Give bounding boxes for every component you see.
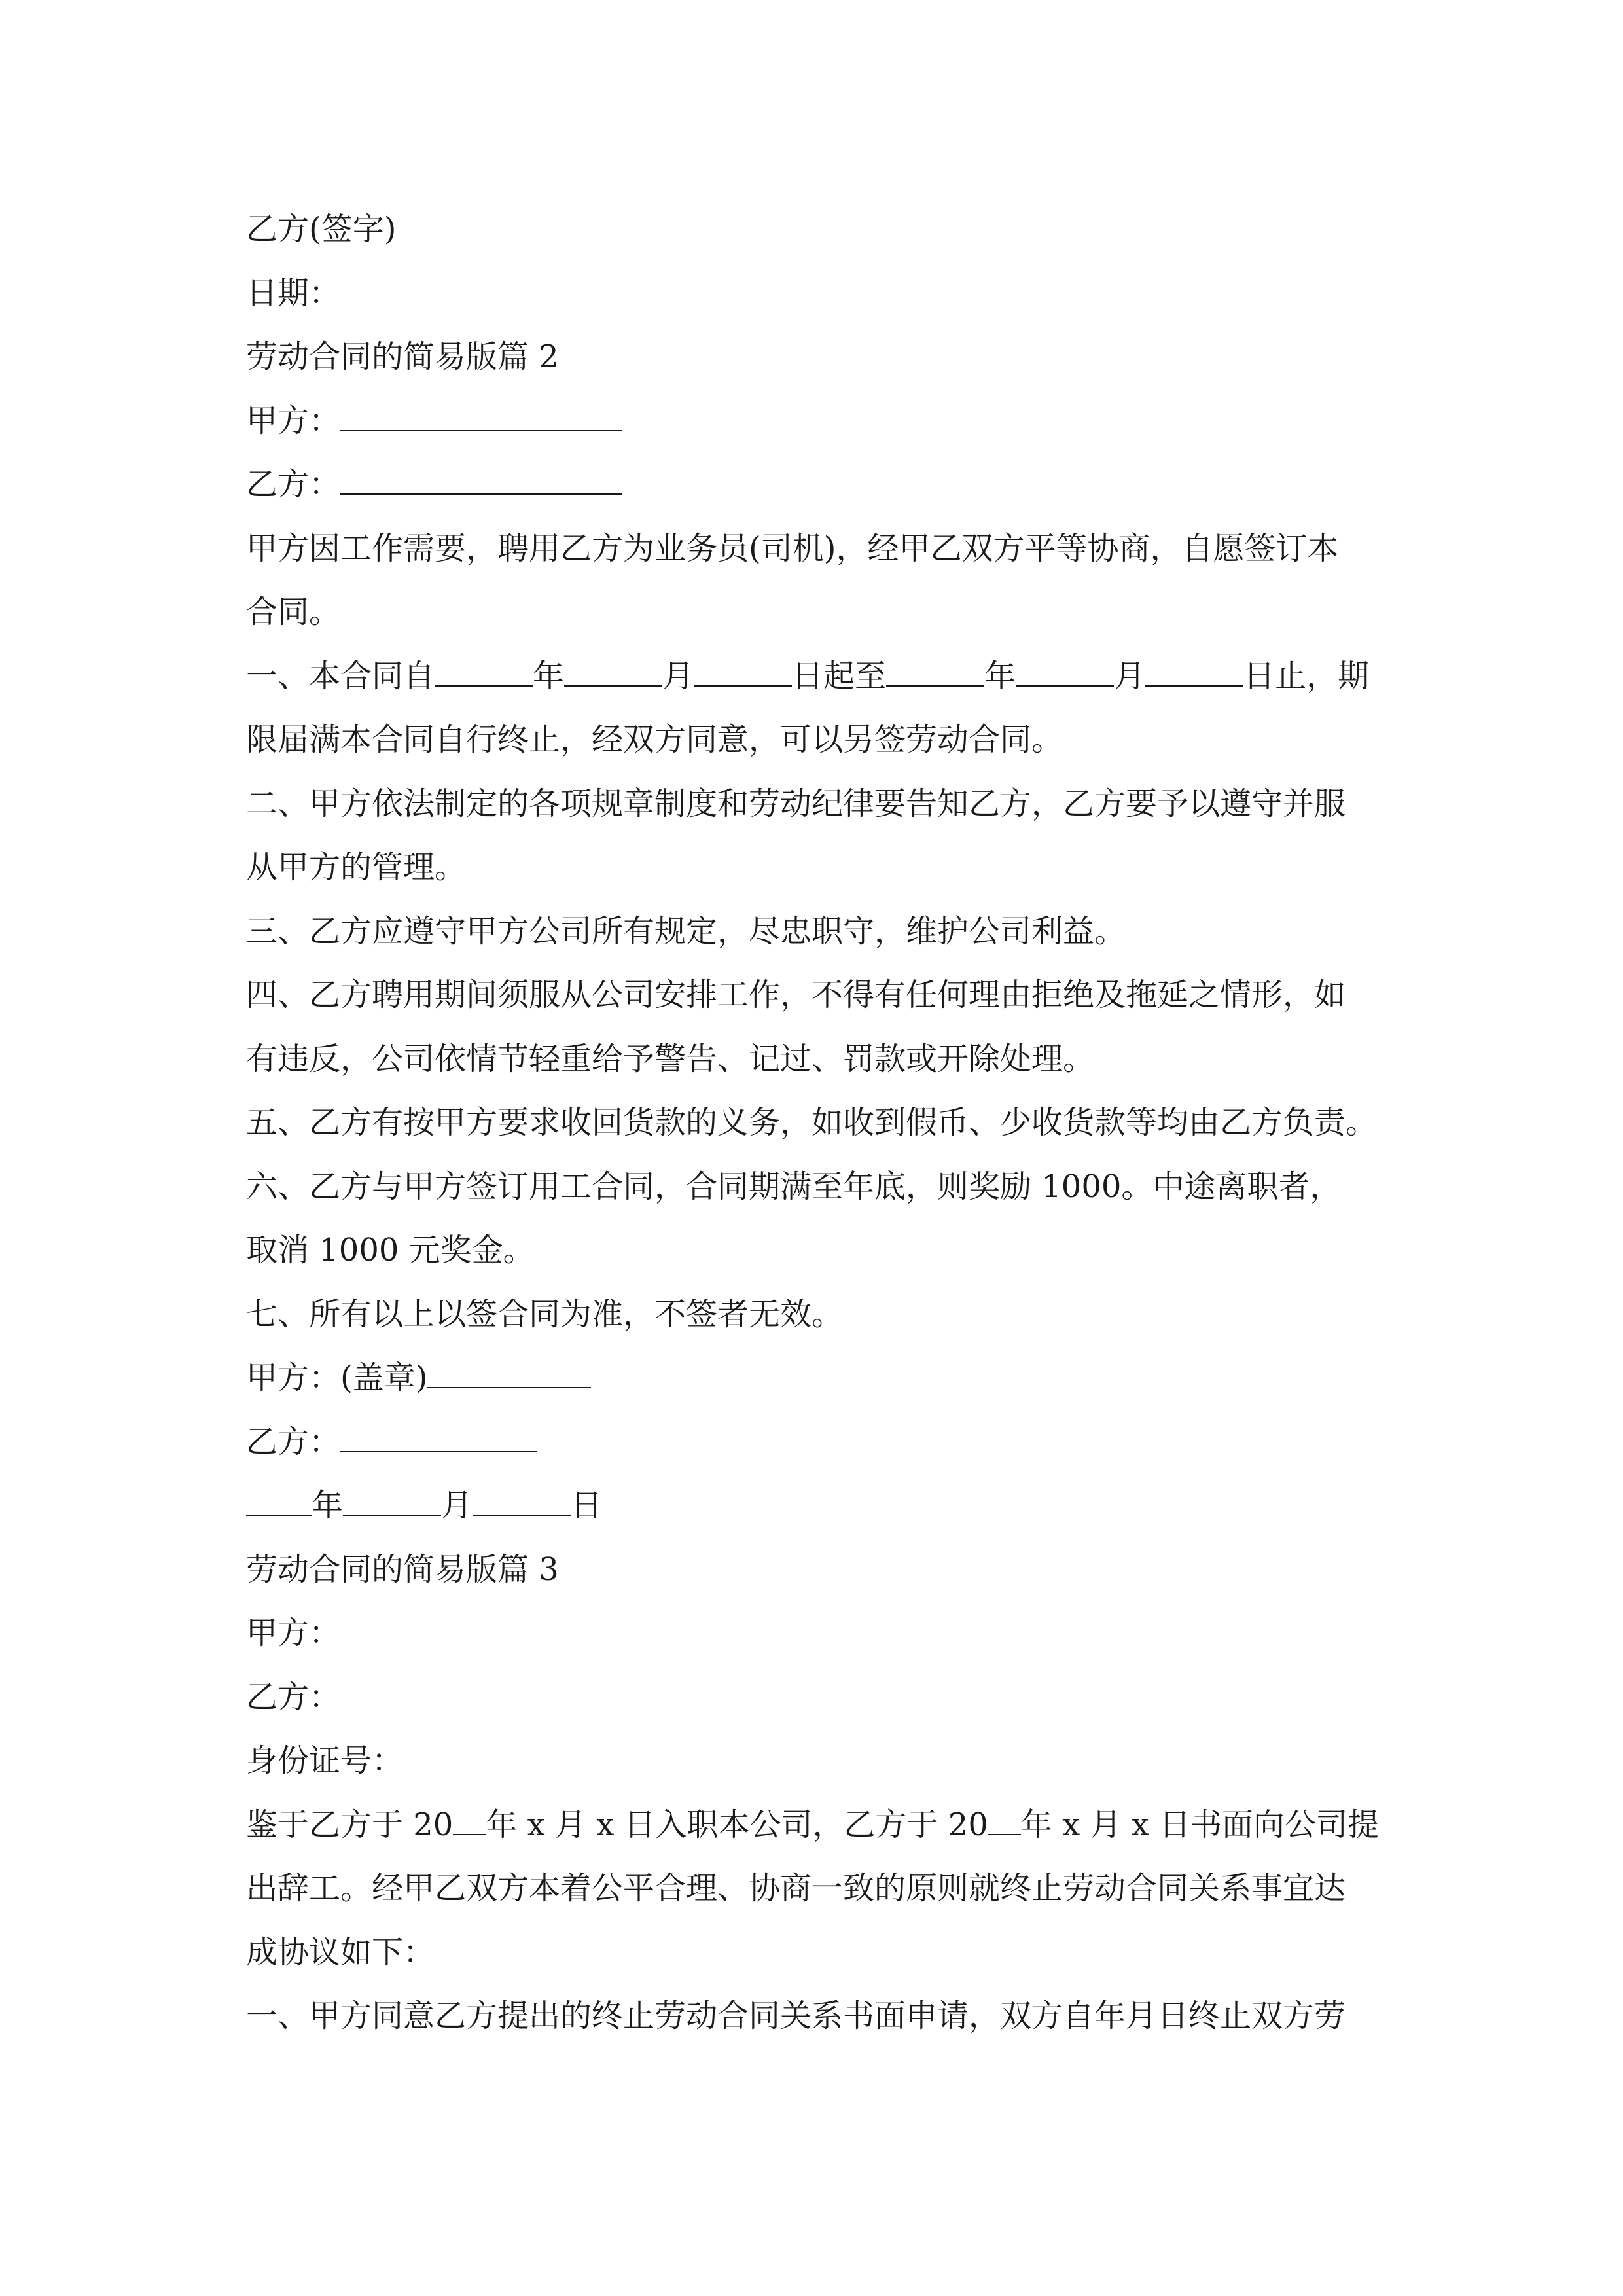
text-line: 四、乙方聘用期间须服从公司安排工作，不得有任何理由拒绝及拖延之情形，如 [246, 977, 1346, 1013]
section-heading: 劳动合同的简易版篇 3 [246, 1551, 559, 1588]
text-segment: 一、本合同自 [246, 657, 435, 694]
blank-field [340, 1413, 537, 1452]
blank-field [988, 1796, 1021, 1835]
blank-field [343, 1477, 441, 1516]
blank-field [427, 1349, 591, 1388]
text-line: 成协议如下： [246, 1933, 435, 1971]
text-line: 三、乙方应遵守甲方公司所有规定，尽忠职守，维护公司利益。 [246, 912, 1126, 950]
document-body [246, 198, 1378, 2049]
blank-field [564, 647, 662, 687]
blank-field [340, 392, 622, 431]
text-line: 甲方： [246, 1615, 341, 1651]
text-segment: 月 [662, 657, 694, 694]
text-segment: 日起至 [792, 657, 887, 694]
blank-field [340, 456, 622, 495]
text-line: 合同。 [246, 594, 341, 630]
blank-field [435, 647, 533, 687]
blank-field [1145, 647, 1243, 687]
text-segment: 日止，期 [1243, 657, 1370, 694]
text-line: 一、甲方同意乙方提出的终止劳动合同关系书面申请，双方自年月日终止双方劳 [246, 1998, 1346, 2034]
party-a-seal-label: 甲方：(盖章) [246, 1359, 428, 1396]
blank-field [694, 647, 792, 687]
text-segment: 年 x 月 x 日入职本公司，乙方于 20 [486, 1806, 988, 1843]
text-line: 出辞工。经甲乙双方本着公平合理、协商一致的原则就终止劳动合同关系事宜达 [246, 1870, 1346, 1907]
text-segment: 年 [312, 1487, 344, 1524]
section-heading: 劳动合同的简易版篇 2 [246, 338, 559, 375]
term-line [246, 645, 1378, 709]
text-line: 乙方： [246, 1678, 341, 1715]
party-a-seal-line [246, 1346, 1378, 1410]
text-line: 身份证号： [246, 1742, 404, 1779]
resignation-line [246, 1793, 1378, 1857]
text-line: 六、乙方与甲方签订用工合同，合同期满至年底，则奖励 1000。中途离职者， [246, 1168, 1342, 1205]
text-segment: 年 [533, 657, 565, 694]
text-line: 甲方因工作需要，聘用乙方为业务员(司机)，经甲乙双方平等协商，自愿签订本 [246, 529, 1339, 567]
blank-field [453, 1796, 486, 1835]
text-segment: 日 [571, 1487, 603, 1524]
blank-field [886, 647, 984, 687]
text-line: 七、所有以上以签合同为准，不签者无效。 [246, 1295, 844, 1333]
blank-field [1016, 647, 1114, 687]
date-line [246, 1474, 1378, 1538]
text-segment: 月 [441, 1487, 473, 1524]
text-segment: 月 [1114, 657, 1146, 694]
party-a-label: 甲方： [246, 402, 341, 439]
text-segment: 年 x 月 x 日书面向公司提 [1020, 1806, 1380, 1843]
text-line: 有违反，公司依情节轻重给予警告、记过、罚款或开除处理。 [246, 1040, 1095, 1077]
text-line: 限届满本合同自行终止，经双方同意，可以另签劳动合同。 [246, 721, 1063, 758]
party-b-line [246, 453, 1378, 517]
blank-field [473, 1477, 571, 1516]
party-a-line [246, 389, 1378, 454]
text-line: 乙方(签字) [246, 211, 397, 247]
party-b-sign-label: 乙方： [246, 1423, 341, 1460]
text-segment: 年 [984, 657, 1016, 694]
text-line: 从甲方的管理。 [246, 849, 467, 886]
party-b-sign-line [246, 1410, 1378, 1475]
blank-field [246, 1477, 312, 1516]
text-segment: 鉴于乙方于 20 [246, 1806, 454, 1843]
text-line: 二、甲方依法制定的各项规章制度和劳动纪律要告知乙方，乙方要予以遵守并服 [246, 785, 1346, 822]
text-line: 取消 1000 元奖金。 [246, 1232, 535, 1268]
party-b-label: 乙方： [246, 466, 341, 503]
text-line: 五、乙方有按甲方要求收回货款的义务，如收到假币、少收货款等均由乙方负责。 [246, 1104, 1378, 1141]
text-line: 日期： [246, 274, 341, 312]
